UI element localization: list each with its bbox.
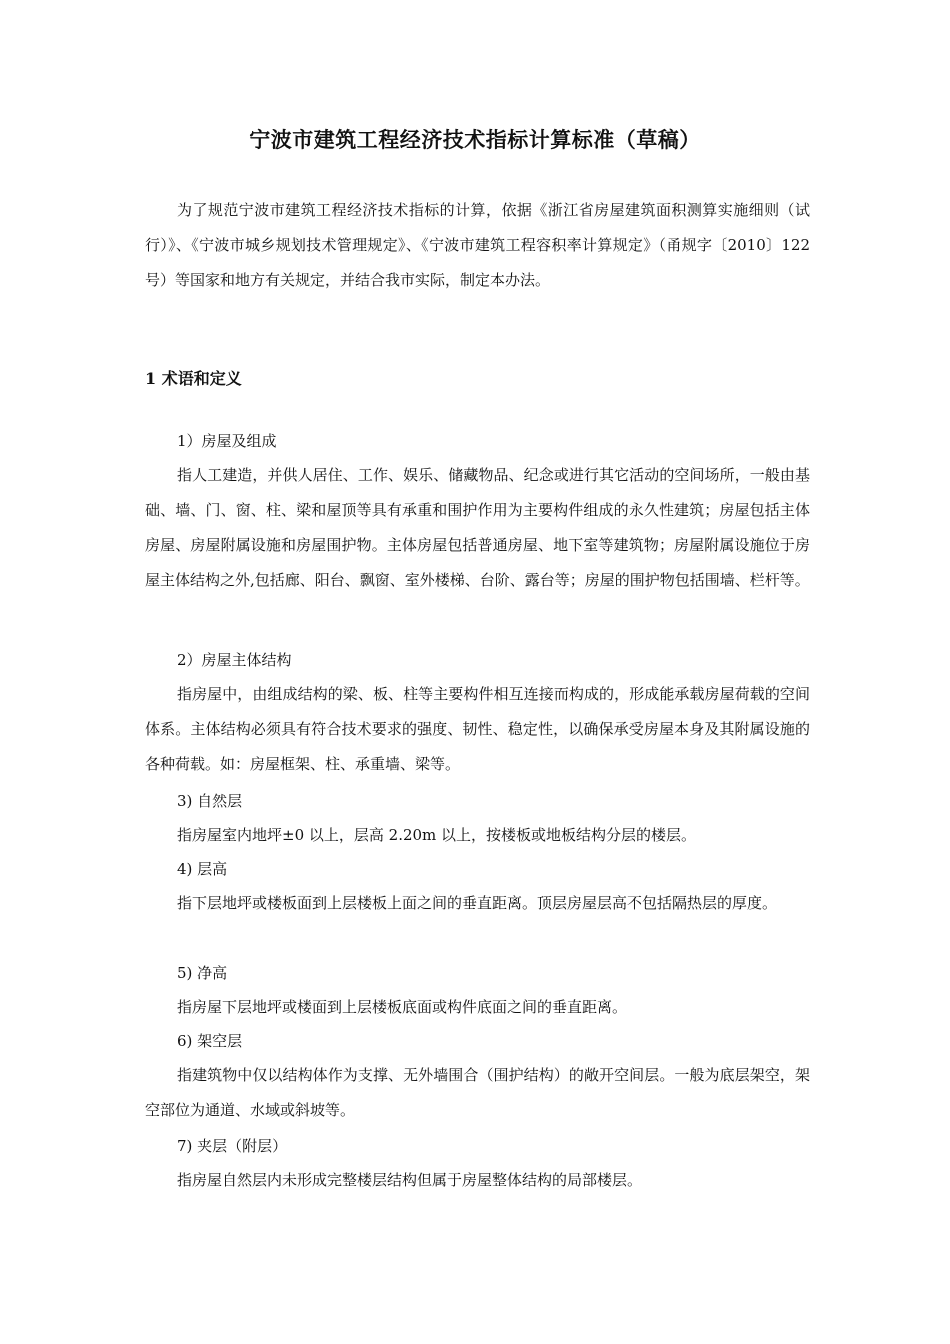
- section-heading: 1 术语和定义: [145, 369, 242, 388]
- document-title: 宁波市建筑工程经济技术指标计算标准（草稿）: [249, 127, 701, 152]
- item-label: 5) 净高: [177, 964, 228, 982]
- item-text: 指建筑物中仅以结构体作为支撑、无外墙围合（围护结构）的敞开空间层。一般为底层架空，架空部位为通道、水域或斜坡等。: [145, 1066, 810, 1119]
- item-text: 指下层地坪或楼板面到上层楼板上面之间的垂直距离。顶层房屋层高不包括隔热层的厚度。: [177, 894, 778, 912]
- item-text: 指房屋下层地坪或楼面到上层楼板底面或构件底面之间的垂直距离。: [177, 998, 628, 1016]
- item-text: 指房屋中，由组成结构的梁、板、柱等主要构件相互连接而构成的，形成能承载房屋荷载的空间体系。主体结构必须具有符合技术要求的强度、韧性、稳定性，以确保承受房屋本身及其附属设施的各种荷载。如：房屋框架、柱、承重墙、梁等。: [145, 685, 810, 773]
- item-label: 1）房屋及组成: [177, 432, 277, 450]
- intro-paragraph: 为了规范宁波市建筑工程经济技术指标的计算，依据《浙江省房屋建筑面积测算实施细则（试行）》、《宁波市城乡规划技术管理规定》、《宁波市建筑工程容积率计算规定》（甬规字〔2010〕122号）等国家和地方有关规定，并结合我市实际，制定本办法。: [145, 201, 810, 289]
- item-label: 7) 夹层（附层）: [177, 1137, 288, 1155]
- item-label: 6) 架空层: [177, 1032, 243, 1050]
- item-text: 指房屋室内地坪±0 以上，层高 2.20m 以上，按楼板或地板结构分层的楼层。: [177, 826, 697, 844]
- item-text: 指人工建造，并供人居住、工作、娱乐、储藏物品、纪念或进行其它活动的空间场所，一般由基础、墙、门、窗、柱、梁和屋顶等具有承重和围护作用为主要构件组成的永久性建筑；房屋包括主体房屋、房屋附属设施和房屋围护物。主体房屋包括普通房屋、地下室等建筑物；房屋附属设施位于房屋主体结构之外,包括廊、阳台、飘窗、室外楼梯、台阶、露台等；房屋的围护物包括围墙、栏杆等。: [145, 466, 810, 589]
- item-text: 指房屋自然层内未形成完整楼层结构但属于房屋整体结构的局部楼层。: [177, 1171, 643, 1189]
- item-label: 4) 层高: [177, 860, 228, 878]
- item-label: 2）房屋主体结构: [177, 651, 292, 669]
- item-label: 3) 自然层: [177, 792, 243, 810]
